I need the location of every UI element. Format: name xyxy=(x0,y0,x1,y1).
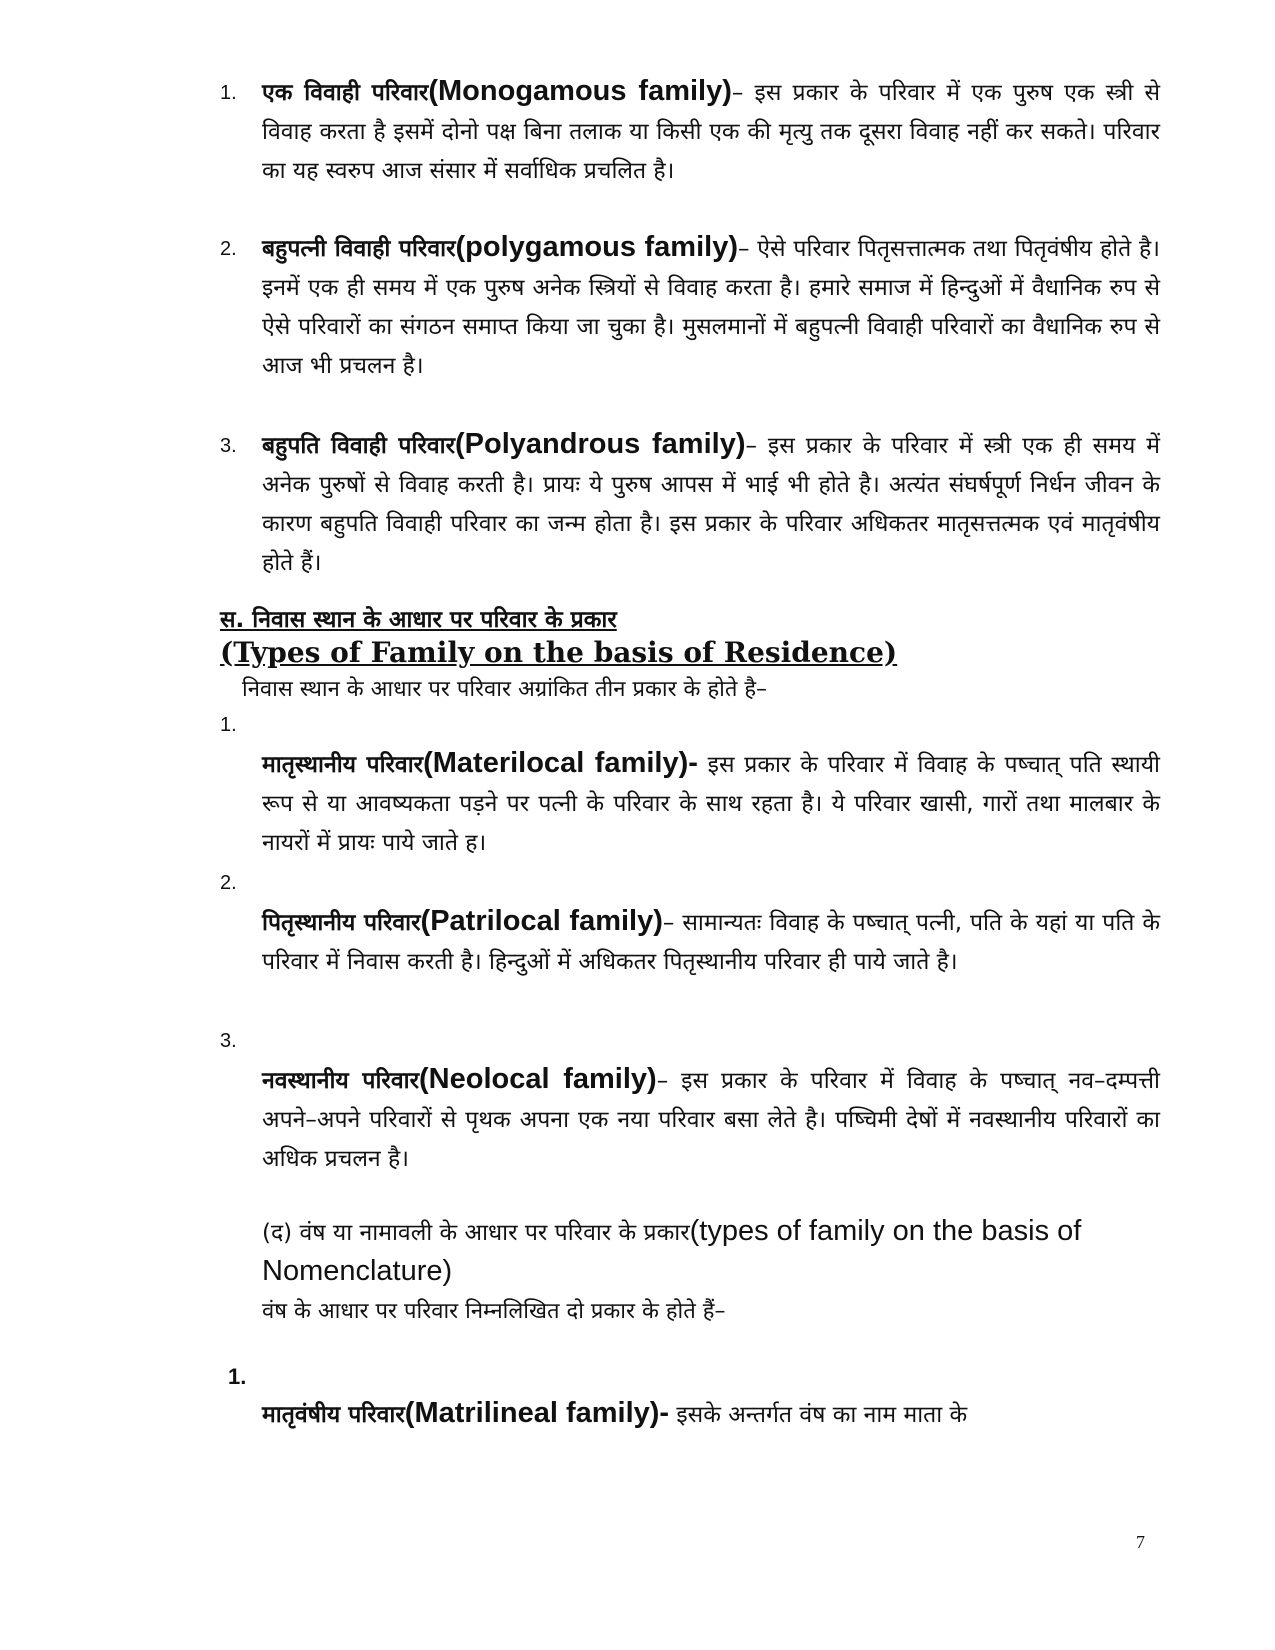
list-item-matrilineal xyxy=(262,1394,1160,1435)
list-number: 3. xyxy=(220,435,237,457)
term-english: (Matrilineal family)- xyxy=(404,1397,670,1429)
list-item-neolocal xyxy=(262,1060,1160,1179)
list-item-patrilocal xyxy=(262,902,1160,982)
list-item-polygamous xyxy=(220,228,1160,386)
list-item-polyandrous xyxy=(220,425,1160,583)
list-item-body xyxy=(262,228,1160,386)
term-english: (Patrilocal family) xyxy=(420,905,663,937)
list-item-body xyxy=(262,72,1160,191)
definition-text: इस प्रकार के परिवार में विवाह के पष्चात् पति स्थायी रूप से या आवष्यकता पड़ने पर पत्नी के परिवार के साथ रहता है। ये परिवार खासी, गारों तथा मालबार के नायरों में प्रायः पाये जाते ह। xyxy=(262,752,1160,856)
definition-text: – सामान्यतः विवाह के पष्चात् पत्नी, पति के यहां या पति के परिवार में निवास करती है। हिन्दुओं में अधिकतर पितृस्थानीय परिवार ही पाये जाते है। xyxy=(262,910,1160,975)
list-number: 1. xyxy=(220,714,237,736)
term-hindi: बहुपत्नी विवाही परिवार xyxy=(262,236,456,262)
section-heading-english: (Types of Family on the basis of Residence) xyxy=(220,636,898,669)
definition-text: – इस प्रकार के परिवार में एक पुरुष एक स्त्री से विवाह करता है इसमें दोनो पक्ष बिना तलाक या किसी एक की मृत्यु तक दूसरा विवाह नहीं कर सकते। परिवार का यह स्वरुप आज संसार में सर्वाधिक प्रचलित है। xyxy=(262,80,1161,184)
definition-text: – ऐसे परिवार पितृसत्तात्मक तथा पितृवंषीय होते है। इनमें एक ही समय में एक पुरुष अनेक स्त्रियों से विवाह करता है। हमारे समाज में हिन्दुओं में वैधानिक रुप से ऐसे परिवारों का संगठन समाप्त किया जा चुका है। मुसलमानों में बहुपत्नी विवाही परिवारों का वैधानिक रुप से आज भी प्रचलन है। xyxy=(262,236,1160,379)
section-heading-nomenclature xyxy=(262,1212,1160,1292)
list-number: 1. xyxy=(220,82,237,104)
list-item-monogamous xyxy=(220,72,1160,191)
term-english: (Monogamous family) xyxy=(428,75,732,107)
term-hindi: नवस्थानीय परिवार xyxy=(262,1068,419,1094)
list-number: 2. xyxy=(220,872,237,894)
definition-text: – इस प्रकार के परिवार में स्त्री एक ही समय में अनेक पुरुषों से विवाह करती है। प्रायः ये पुरुष आपस में भाई भी होते है। अत्यंत संघर्षपूर्ण निर्धन जीवन के कारण बहुपति विवाही परिवार का जन्म होता है। इस प्रकार के परिवार अधिकतर मातृसत्तत्मक एवं मातृवंषीय होते हैं। xyxy=(262,433,1160,576)
term-english: (Materilocal family)- xyxy=(423,747,698,779)
list-number: 3. xyxy=(220,1030,237,1052)
section-intro: वंष के आधार पर परिवार निम्नलिखित दो प्रकार के होते हैं– xyxy=(262,1299,726,1324)
section-intro: निवास स्थान के आधार पर परिवार अग्रांकित तीन प्रकार के होते है– xyxy=(242,677,768,702)
term-hindi: मातृस्थानीय परिवार xyxy=(262,752,424,778)
term-english: (polygamous family) xyxy=(455,231,738,263)
list-number: 2. xyxy=(220,238,237,260)
term-hindi: बहुपति विवाही परिवार xyxy=(262,433,456,459)
term-english: (Neolocal family) xyxy=(419,1063,657,1095)
page-number: 7 xyxy=(1136,1532,1145,1552)
definition-text: इसके अन्तर्गत वंष का नाम माता के xyxy=(669,1402,968,1428)
section-heading-english: (types of family on the basis of Nomenclature) xyxy=(262,1215,1082,1287)
definition-text: – इस प्रकार के परिवार में विवाह के पष्चात् नव–दम्पत्ती अपने–अपने परिवारों से पृथक अपना एक नया परिवार बसा लेते है। पष्चिमी देषों में नवस्थानीय परिवारों का अधिक प्रचलन है। xyxy=(262,1068,1161,1172)
term-hindi: मातृवंषीय परिवार xyxy=(262,1402,405,1428)
section-heading-hindi: (द) वंष या नामावली के आधार पर परिवार के प्रकार xyxy=(262,1220,690,1246)
term-hindi: पितृस्थानीय परिवार xyxy=(262,910,421,936)
list-item-materilocal xyxy=(262,744,1160,863)
list-number: 1. xyxy=(228,1364,247,1389)
list-item-body xyxy=(262,425,1160,583)
section-heading-hindi: स. निवास स्थान के आधार पर परिवार के प्रकार xyxy=(220,607,617,633)
term-hindi: एक विवाही परिवार xyxy=(262,80,429,106)
term-english: (Polyandrous family) xyxy=(455,428,746,460)
